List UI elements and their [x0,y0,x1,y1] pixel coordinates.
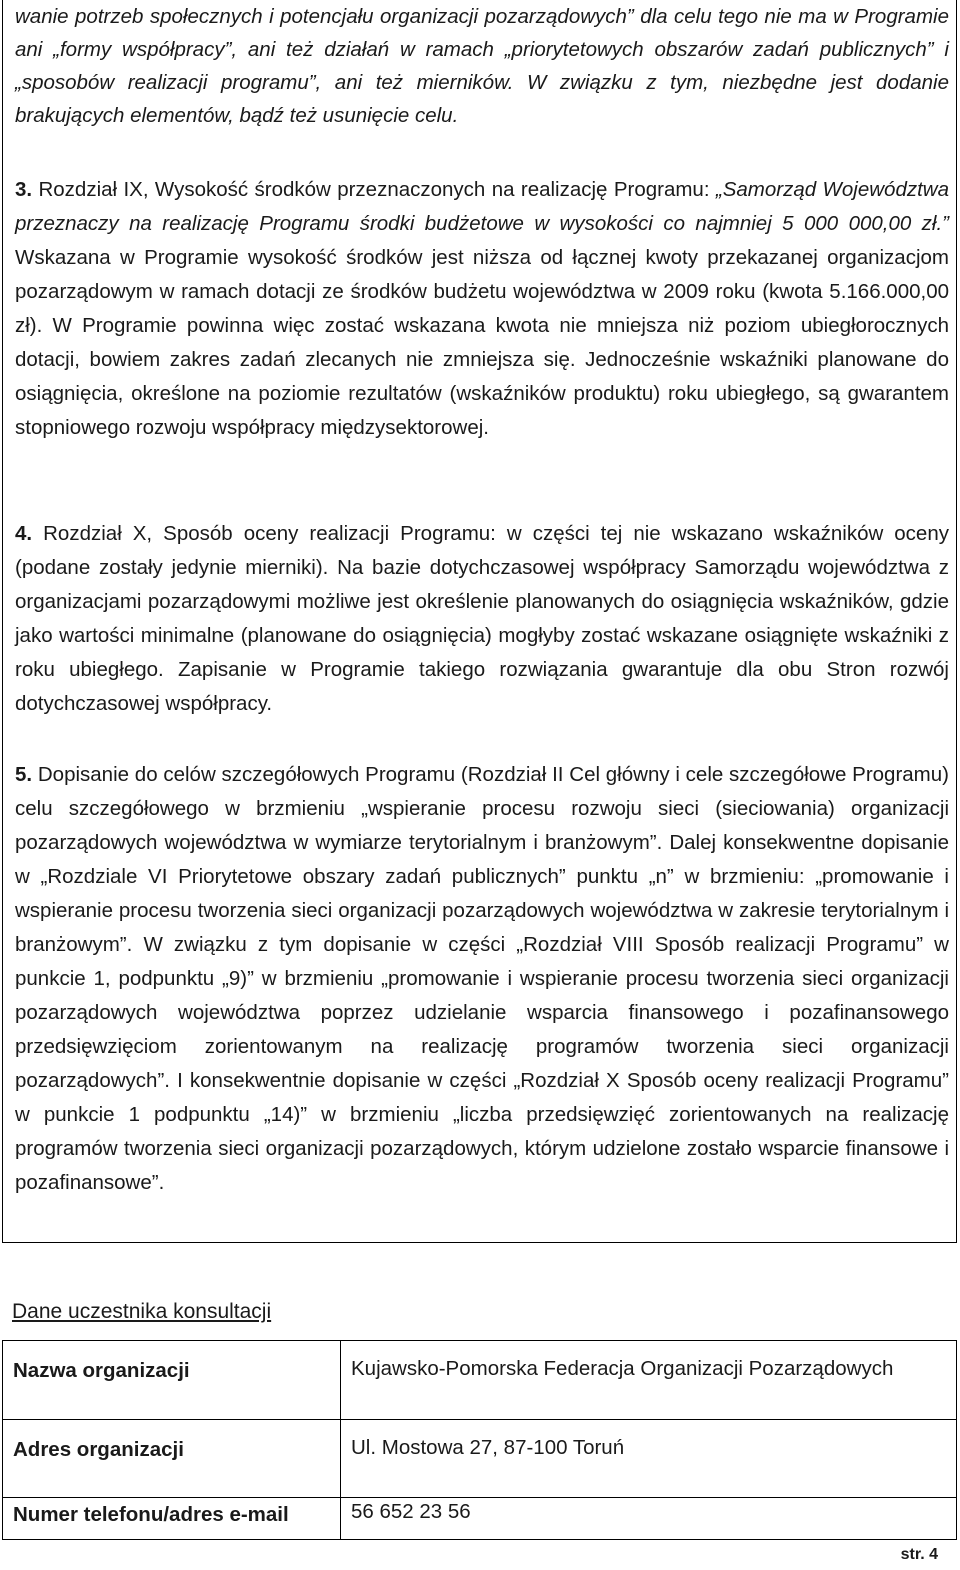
organization-address-label: Adres organizacji [3,1420,341,1498]
contact-value: 56 652 23 56 [341,1498,957,1540]
point-4-text: Rozdział X, Sposób oceny realizacji Programu: w części tej nie wskazano wskaźników oceny (podane zostały jedynie mierniki). Na bazie dotychczasowej współpracy Samorządu województwa z organizacjami pozarządowymi możliwe jest określenie planowanych do osiągnięcia wskaźników, gdzie jako wartości minimalne (planowane do osiągnięcia) mogłyby zostać wskazane osiągnięte wskaźniki z roku ubiegłego. Zapisanie w Programie takiego rozwiązania gwarantuje dla obu Stron rozwój dotychczasowej współpracy. [15,522,949,715]
intro-text: wanie potrzeb społecznych i potencjału organizacji pozarządowych” dla celu tego nie ma w Programie ani „formy współpracy”, ani też działań w ramach „priorytetowych obszarów zadań publicznych” i „sposobów realizacji programu”, ani też mierników. W związku z tym, niezbędne jest dodanie brakujących elementów, bądź też usunięcie celu. [15,5,949,127]
table-row [3,1498,957,1540]
point-5-text: Dopisanie do celów szczegółowych Programu (Rozdział II Cel główny i cele szczegółowe Programu) celu szczegółowego w brzmieniu „wspieranie procesu rozwoju sieci (sieciowania) organizacji pozarządowych województwa w wymiarze terytorialnym i branżowym”. Dalej konsekwentne dopisanie w „Rozdziale VI Priorytetowe obszary zadań publicznych” punktu „n” w brzmieniu: „promowanie i wspieranie procesu tworzenia sieci organizacji pozarządowych województwa w zakresie terytorialnym i branżowym”. W związku z tym dopisanie w części „Rozdział VIII Sposób realizacji Programu” w punkcie 1, podpunktu „9)” w brzmieniu „promowanie i wspieranie procesu tworzenia sieci organizacji pozarządowych województwa poprzez udzielanie wsparcia finansowego i pozafinansowego przedsięwzięciom zorientowanym na realizację programów tworzenia sieci organizacji pozarządowych”. I konsekwentnie dopisanie w części „Rozdział X Sposób oceny realizacji Programu” w punkcie 1 podpunktu „14)” w brzmieniu „liczba przedsięwzięć zorientowanych na realizację programów tworzenia sieci organizacji pozarządowych, którym udzielone zostało wsparcie finansowe i pozafinansowe”. [15,763,949,1194]
participant-section-title: Dane uczestnika konsultacji [12,1300,272,1323]
point-3-text: Wskazana w Programie wysokość środków jest niższa od łącznej kwoty przekazanej organizacjom pozarządowym w ramach dotacji ze środków budżetu województwa w 2009 roku (kwota 5.166.000,00 zł). W Programie powinna więc zostać wskazana kwota nie mniejsza niż poziom ubiegłorocznych dotacji, bowiem zakres zadań zlecanych nie zmniejsza się. Jednocześnie wskaźniki planowane do osiągnięcia, określone na poziomie rezultatów (wskaźników produktu) roku ubiegłego, są gwarantem stopniowego rozwoju współpracy międzysektorowej. [15,246,949,439]
table-row [3,1341,957,1420]
participant-table [2,1340,957,1540]
contact-label: Numer telefonu/adres e-mail [3,1498,341,1540]
point-3-lead: Rozdział IX, Wysokość środków przeznaczonych na realizację Programu: [32,178,716,201]
point-4-paragraph [15,517,949,721]
point-5-paragraph [15,758,949,1200]
organization-name-label: Nazwa organizacji [3,1341,341,1420]
comments-box [2,0,957,1243]
point-3-number: 3. [15,178,33,201]
point-5-number: 5. [15,763,33,786]
organization-name-value: Kujawsko-Pomorska Federacja Organizacji Pozarządowych [341,1341,957,1420]
point-3-quote: „Samorząd Województwa przeznaczy na realizację Programu środki budżetowe w wysokości co najmniej 5 000 000,00 zł.” [15,178,949,235]
point-3-paragraph [15,173,949,445]
table-row [3,1420,957,1498]
point-4-number: 4. [15,522,33,545]
page-number: str. 4 [900,1546,938,1563]
intro-paragraph [15,0,949,132]
organization-address-value: Ul. Mostowa 27, 87-100 Toruń [341,1420,957,1498]
